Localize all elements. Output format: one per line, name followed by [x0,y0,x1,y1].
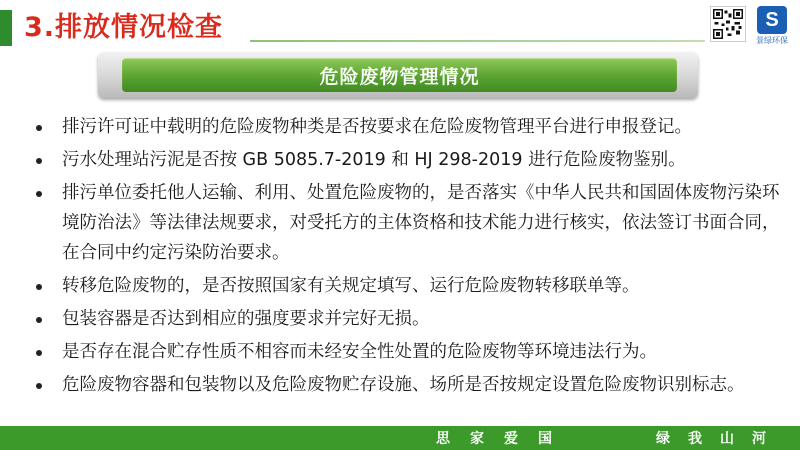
list-item [36,145,788,175]
bullet-dot-icon [36,317,42,323]
bullet-dot-icon [36,158,42,164]
list-item-text: 转移危险废物的，是否按照国家有关规定填写、运行危险废物转移联单等。 [62,276,640,296]
bullet-dot-icon [36,284,42,290]
list-item-text: 排污单位委托他人运输、利用、处置危险废物的，是否落实《中华人民共和国固体废物污染环境防治法》等法律法规要求，对受托方的主体资格和技术能力进行核实，依法签订书面合同，在合同中约定污染防治要求。 [62,183,780,263]
list-item-text: 危险废物容器和包装物以及危险废物贮存设施、场所是否按规定设置危险废物识别标志。 [62,375,745,395]
list-item [36,370,788,400]
list-item-text: 是否存在混合贮存性质不相容而未经安全性处置的危险废物等环境违法行为。 [62,342,657,362]
header-accent-bar [0,10,12,46]
list-item-text: 排污许可证中载明的危险废物种类是否按要求在危险废物管理平台进行申报登记。 [62,117,692,137]
logo-text: 景绿环保 [756,36,788,45]
header-divider [250,40,705,42]
list-item-text: 污水处理站污泥是否按 GB 5085.7-2019 和 HJ 298-2019 进行危险废物鉴别。 [62,150,686,170]
list-item [36,271,788,301]
list-item [36,178,788,268]
list-item-text: 包装容器是否达到相应的强度要求并完好无损。 [62,309,430,329]
bullet-dot-icon [36,350,42,356]
checklist [36,112,788,403]
logo-mark: S [757,6,787,34]
bullet-dot-icon [36,125,42,131]
qr-code-icon [710,6,746,42]
bullet-dot-icon [36,383,42,389]
footer-slogan-right: 绿我山河 [656,431,784,447]
list-item [36,337,788,367]
brand-logo [752,6,792,46]
section-banner [122,58,677,92]
list-item [36,304,788,334]
section-banner-title: 危险废物管理情况 [319,65,480,88]
footer-slogan-left: 思家爱国 [436,431,572,447]
bullet-dot-icon [36,191,42,197]
page-title: 3.排放情况检查 [24,12,224,43]
list-item [36,112,788,142]
